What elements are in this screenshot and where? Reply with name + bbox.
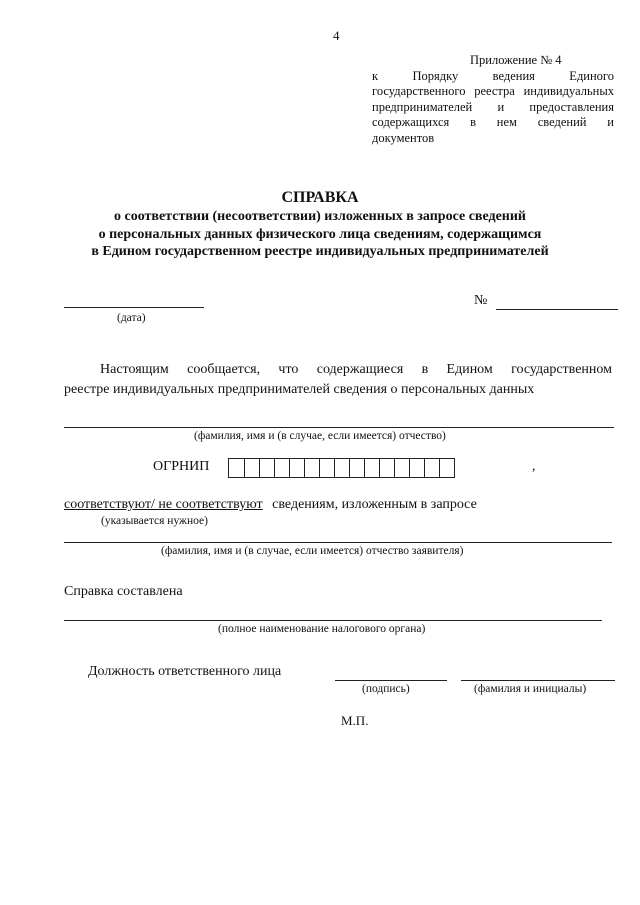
signature-field-line[interactable] xyxy=(335,680,447,681)
appendix-line: предпринимателей и предоставления xyxy=(372,99,614,114)
ogrnip-digit-cell[interactable] xyxy=(289,459,304,477)
applicant-field-line[interactable] xyxy=(64,542,612,543)
appendix-line: к Порядку ведения Единого xyxy=(372,68,614,83)
document-subtitle-line: в Едином государственном реестре индивидуальных предпринимателей xyxy=(91,244,549,259)
ogrnip-suffix: , xyxy=(532,459,536,474)
fio-field-line[interactable] xyxy=(64,427,614,428)
ogrnip-digit-cell[interactable] xyxy=(409,459,424,477)
body-paragraph xyxy=(64,360,612,400)
appendix-note xyxy=(372,53,614,146)
name-caption: (фамилия и инициалы) xyxy=(474,683,587,695)
tax-office-caption: (полное наименование налогового органа) xyxy=(218,623,426,635)
ogrnip-digit-cell[interactable] xyxy=(424,459,439,477)
fio-caption: (фамилия, имя и (в случае, если имеется) отчество) xyxy=(194,430,446,442)
ogrnip-digit-cell[interactable] xyxy=(304,459,319,477)
applicant-caption: (фамилия, имя и (в случае, если имеется) отчество заявителя) xyxy=(161,545,464,557)
appendix-title: Приложение № 4 xyxy=(470,53,562,67)
match-rest: сведениям, изложенным в запросе xyxy=(272,497,477,512)
signature-caption: (подпись) xyxy=(362,683,410,695)
ogrnip-label: ОГРНИП xyxy=(153,459,210,474)
match-row xyxy=(64,497,477,513)
body-line: реестре индивидуальных предпринимателей сведения о персональных данных xyxy=(64,382,535,397)
document-subtitle-line: о персональных данных физического лица сведениям, содержащимся xyxy=(98,226,542,242)
ogrnip-digit-cell[interactable] xyxy=(229,459,244,477)
document-heading xyxy=(0,188,640,261)
match-options[interactable]: соответствуют/ не соответствуют xyxy=(64,497,263,512)
ogrnip-digit-cell[interactable] xyxy=(349,459,364,477)
ogrnip-digit-cell[interactable] xyxy=(259,459,274,477)
appendix-line: содержащихся в нем сведений и xyxy=(372,115,614,129)
position-label: Должность ответственного лица xyxy=(88,664,282,679)
ogrnip-input[interactable] xyxy=(228,458,455,478)
ogrnip-digit-cell[interactable] xyxy=(334,459,349,477)
ogrnip-digit-cell[interactable] xyxy=(274,459,289,477)
stamp-label: М.П. xyxy=(341,713,369,728)
number-field-line[interactable] xyxy=(496,309,618,310)
date-caption: (дата) xyxy=(117,312,146,324)
date-field-line[interactable] xyxy=(64,307,204,308)
page-number: 4 xyxy=(333,28,340,43)
ogrnip-digit-cell[interactable] xyxy=(364,459,379,477)
match-hint: (указывается нужное) xyxy=(101,515,208,527)
tax-office-field-line[interactable] xyxy=(64,620,602,621)
name-field-line[interactable] xyxy=(461,680,615,681)
document-title: СПРАВКА xyxy=(281,189,359,206)
number-label: № xyxy=(474,293,488,308)
appendix-line: государственного реестра индивидуальных xyxy=(372,84,614,98)
appendix-line: документов xyxy=(372,130,435,145)
ogrnip-digit-cell[interactable] xyxy=(439,459,454,477)
ogrnip-digit-cell[interactable] xyxy=(379,459,394,477)
body-line: Настоящим сообщается, что содержащиеся в Едином государственном xyxy=(100,362,612,377)
ogrnip-digit-cell[interactable] xyxy=(319,459,334,477)
ogrnip-digit-cell[interactable] xyxy=(394,459,409,477)
ogrnip-digit-cell[interactable] xyxy=(244,459,259,477)
document-subtitle-line: о соответствии (несоответствии) изложенных в запросе сведений xyxy=(114,209,526,224)
compiled-label: Справка составлена xyxy=(64,584,183,599)
